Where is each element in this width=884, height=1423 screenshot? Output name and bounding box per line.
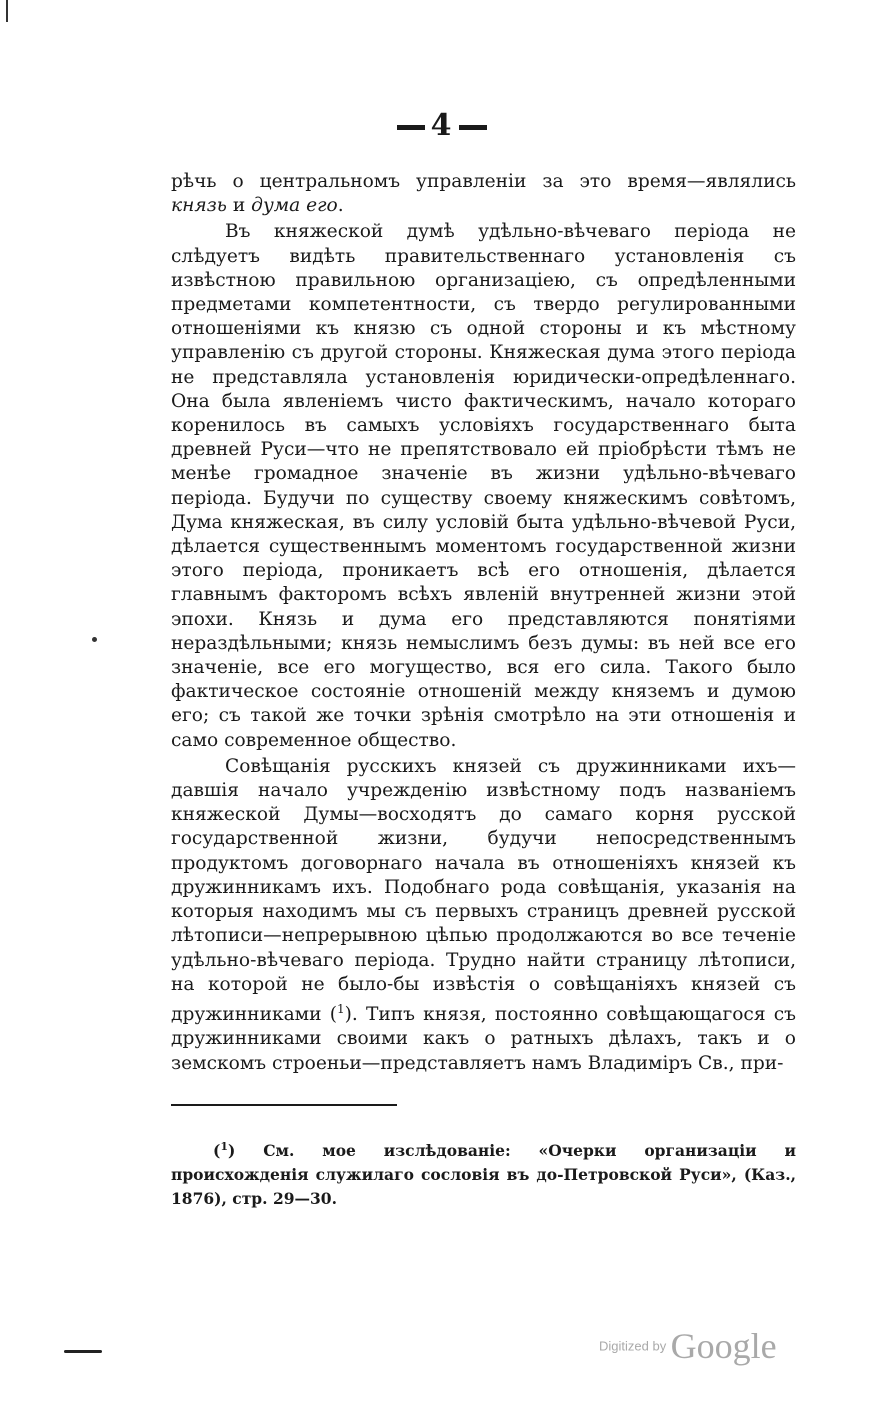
watermark-small: Digitized by — [599, 1338, 667, 1354]
header-dash-right — [459, 125, 487, 130]
footnote-marker: 1 — [220, 1140, 228, 1153]
emphasis-knyaz: князь — [171, 195, 227, 217]
body-text — [171, 170, 796, 1076]
emphasis-duma: дума его — [251, 195, 338, 217]
paragraph-2: Въ княжеской думѣ удѣльно-вѣчеваго періода не слѣдуетъ видѣть правительственнаго установленія съ извѣстною правильною организаціею, съ опредѣленными предметами компетентности, съ твердо регулированными отношеніями къ князю съ одной стороны и къ мѣстному управленію съ другой стороны. Княжеская дума этого періода не представляла установленія юридически-опредѣленнаго. Она была явленіемъ чисто фактическимъ, начало котораго коренилось въ самыхъ условіяхъ государственнаго быта древней Руси—что не препятствовало ей пріобрѣсти тѣмъ не менѣе громадное значеніе въ жизни удѣльно-вѣчеваго періода. Будучи по существу своему княжескимъ совѣтомъ, Дума княжеская, въ силу условій быта удѣльно-вѣчевой Руси, дѣлается существеннымъ моментомъ государственной жизни этого періода, проникаетъ всѣ его отношенія, дѣлается главнымъ факторомъ всѣхъ явленій внутренней жизни этой эпохи. Князь и дума его представляются понятіями нераздѣльными; князь немыслимъ безъ думы: въ ней все его значеніе, все его могущество, вся его сила. Такого было фактическое состояніе отношеній между княземъ и думою его; съ такой же точки зрѣнія смотрѣло на эти отношенія и само современное общество. — [171, 221, 796, 751]
footnote: ($^1$) См. мое изслѣдованіе: «Очерки организаціи и происхожденія служилаго сословія въ до-Петровской Руси», (Каз., 1876), стр. 29—30. — [171, 1140, 796, 1209]
margin-speck — [92, 637, 97, 642]
page-header — [0, 108, 884, 143]
footnote-ref[interactable]: 1 — [336, 1001, 345, 1016]
margin-mark — [64, 1350, 102, 1353]
paragraph-1: рѣчь о центральномъ управленіи за это время—являлись князь и дума его. — [171, 171, 796, 217]
page-edge-mark — [6, 0, 8, 22]
page-number: 4 — [430, 108, 454, 143]
footnote-rule — [171, 1104, 397, 1106]
digitized-watermark — [599, 1325, 777, 1367]
google-logo: Google — [670, 1326, 777, 1366]
footnote-text: См. мое изслѣдованіе: «Очерки организаціи и происхожденія служилаго сословія въ до-Петровской Руси», (Каз., 1876), стр. 29—30. — [171, 1141, 796, 1209]
paragraph-3: Совѣщанія русскихъ князей съ дружинниками ихъ—давшія начало учрежденію извѣстному подъ названіемъ княжеской Думы—восходятъ до самаго корня русской государственной жизни, будучи непосредственнымъ продуктомъ договорнаго начала въ отношеніяхъ князей къ дружинникамъ ихъ. Подобнаго рода совѣщанія, указанія на которыя находимъ мы съ первыхъ страницъ древней русской лѣтописи—непрерывною цѣпью продолжаются во все теченіе удѣльно-вѣчеваго періода. Трудно найти страницу лѣтописи, на которой не было-бы извѣстія о совѣщаніяхъ князей съ дружинниками ($^1$). Типъ князя, постоянно совѣщающагося съ дружинниками своими какъ о ратныхъ дѣлахъ, такъ и о земскомъ строеньи—представляетъ намъ Владиміръ Св., при- — [171, 755, 796, 1074]
header-dash-left — [397, 125, 425, 130]
